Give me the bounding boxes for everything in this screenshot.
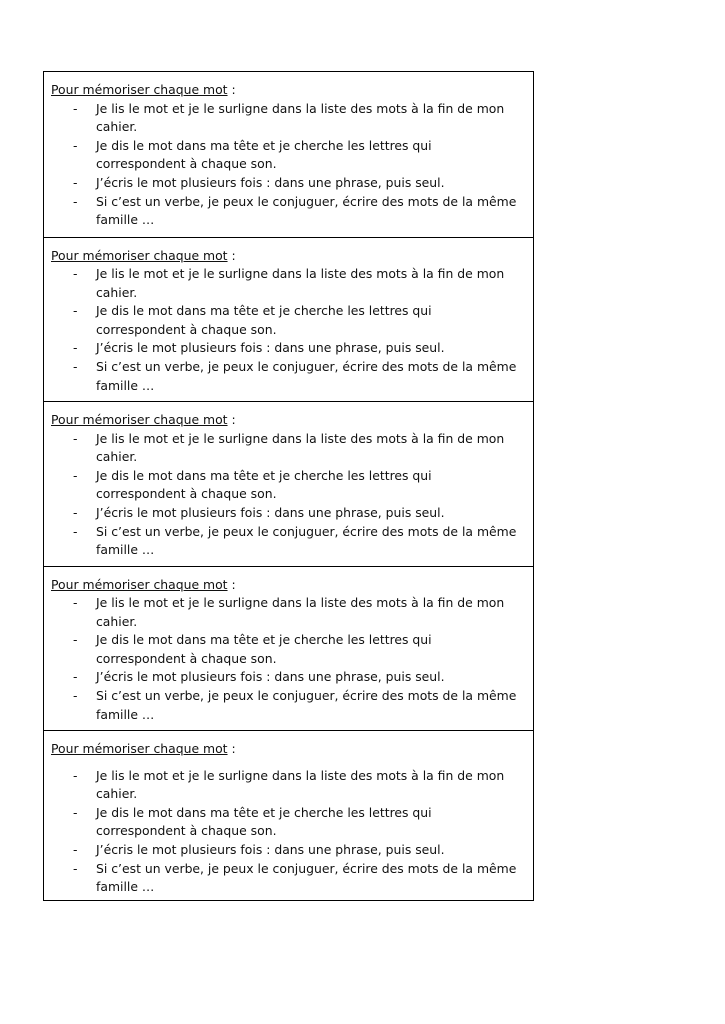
instruction-item: - Si c’est un verbe, je peux le conjuguer, écrire des mots de la même famille … — [73, 523, 517, 558]
instruction-item: - J’écris le mot plusieurs fois : dans une phrase, puis seul. — [73, 841, 445, 857]
memorization-card — [44, 72, 533, 237]
instruction-item: - Je dis le mot dans ma tête et je cherche les lettres qui correspondent à chaque son. — [73, 804, 432, 839]
instruction-item: - Je dis le mot dans ma tête et je cherche les lettres qui correspondent à chaque son. — [73, 137, 432, 172]
instruction-item: - Si c’est un verbe, je peux le conjuguer, écrire des mots de la même famille … — [73, 688, 517, 722]
instruction-list — [51, 594, 523, 724]
memorization-card — [44, 566, 533, 731]
instruction-item: - Je dis le mot dans ma tête et je cherche les lettres qui correspondent à chaque son. — [73, 467, 432, 502]
instruction-item: - J’écris le mot plusieurs fois : dans une phrase, puis seul. — [73, 504, 445, 520]
memorization-card-sheet — [43, 71, 534, 901]
instruction-item: - Si c’est un verbe, je peux le conjuguer, écrire des mots de la même famille … — [73, 193, 517, 228]
instruction-list — [51, 767, 523, 897]
card-heading: Pour mémoriser chaque mot : — [51, 82, 236, 97]
memorization-card — [44, 237, 533, 402]
card-heading: Pour mémoriser chaque mot : — [51, 412, 236, 427]
instruction-item: - Je dis le mot dans ma tête et je cherche les lettres qui correspondent à chaque son. — [73, 303, 432, 337]
instruction-list — [51, 100, 523, 230]
instruction-list — [51, 265, 523, 395]
card-heading: Pour mémoriser chaque mot : — [51, 741, 236, 756]
instruction-item: - Si c’est un verbe, je peux le conjuguer, écrire des mots de la même famille … — [73, 860, 517, 895]
instruction-item: - J’écris le mot plusieurs fois : dans une phrase, puis seul. — [73, 669, 445, 685]
instruction-item: - Je lis le mot et je le surligne dans la liste des mots à la fin de mon cahier. — [73, 767, 505, 802]
instruction-item: - J’écris le mot plusieurs fois : dans une phrase, puis seul. — [73, 174, 445, 190]
instruction-item: - Je lis le mot et je le surligne dans la liste des mots à la fin de mon cahier. — [73, 595, 505, 629]
instruction-item: - J’écris le mot plusieurs fois : dans une phrase, puis seul. — [73, 340, 445, 356]
card-heading: Pour mémoriser chaque mot : — [51, 576, 236, 592]
instruction-item: - Si c’est un verbe, je peux le conjuguer, écrire des mots de la même famille … — [73, 359, 517, 393]
instruction-item: - Je lis le mot et je le surligne dans la liste des mots à la fin de mon cahier. — [73, 266, 505, 300]
card-heading: Pour mémoriser chaque mot : — [51, 247, 236, 263]
memorization-card — [44, 730, 533, 900]
instruction-item: - Je dis le mot dans ma tête et je cherche les lettres qui correspondent à chaque son. — [73, 632, 432, 666]
instruction-list — [51, 430, 523, 560]
instruction-item: - Je lis le mot et je le surligne dans la liste des mots à la fin de mon cahier. — [73, 430, 505, 465]
memorization-card — [44, 401, 533, 566]
instruction-item: - Je lis le mot et je le surligne dans la liste des mots à la fin de mon cahier. — [73, 100, 505, 135]
